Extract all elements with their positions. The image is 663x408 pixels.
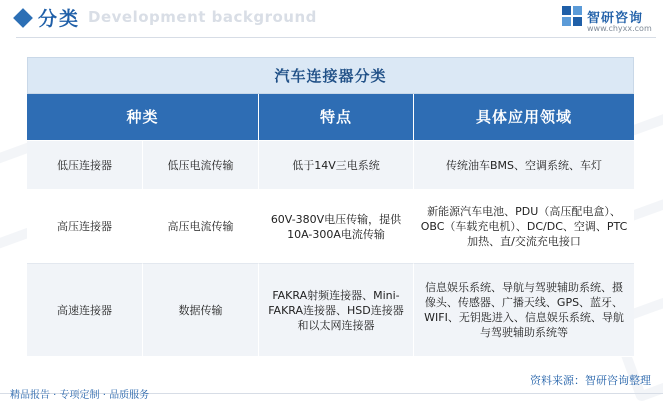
cell-feature: 高压电流传输	[143, 190, 259, 264]
header-cell-type: 种类	[27, 94, 259, 141]
cell-application: 传统油车BMS、空调系统、车灯	[414, 141, 634, 190]
table-row	[27, 190, 634, 264]
cell-feature: 数据传输	[143, 264, 259, 357]
brand-mark-icon	[562, 6, 582, 26]
cell-type: 低压连接器	[27, 141, 143, 190]
header-ghost-text: Development background	[88, 8, 317, 26]
table-row	[27, 264, 634, 357]
brand-url: www.chyxx.com	[587, 24, 652, 33]
brand-name: 智研咨询	[587, 10, 644, 26]
cell-application: 信息娱乐系统、导航与驾驶辅助系统、摄像头、传感器、广播天线、GPS、蓝牙、WIFI、无钥匙进入、信息娱乐系统、导航与驾驶辅助系统等	[414, 264, 634, 357]
table-row	[27, 141, 634, 190]
header-divider	[16, 37, 656, 38]
cell-detail: FAKRA射频连接器、Mini-FAKRA连接器、HSD连接器和以太网连接器	[259, 264, 414, 357]
header-cell-feature: 特点	[259, 94, 414, 141]
source-note: 资料来源：智研咨询整理	[530, 374, 651, 387]
cell-feature: 低压电流传输	[143, 141, 259, 190]
classification-table	[27, 57, 634, 357]
cell-type: 高压连接器	[27, 190, 143, 264]
header-cell-application: 具体应用领域	[414, 94, 634, 141]
page-title: 分类	[38, 8, 81, 30]
cell-application: 新能源汽车电池、PDU（高压配电盒）、OBC（车载充电机）、DC/DC、空调、PTC加热、直/交流充电接口	[414, 190, 634, 264]
cell-type: 高速连接器	[27, 264, 143, 357]
section-diamond-icon	[13, 8, 33, 28]
brand-logo	[562, 6, 643, 26]
cell-detail: 低于14V三电系统	[259, 141, 414, 190]
cell-detail: 60V-380V电压传输，提供10A-300A电流传输	[259, 190, 414, 264]
footer-tagline: 精品报告 · 专项定制 · 品质服务	[10, 390, 150, 401]
table-header-row	[27, 94, 634, 141]
table-title: 汽车连接器分类	[27, 57, 634, 94]
